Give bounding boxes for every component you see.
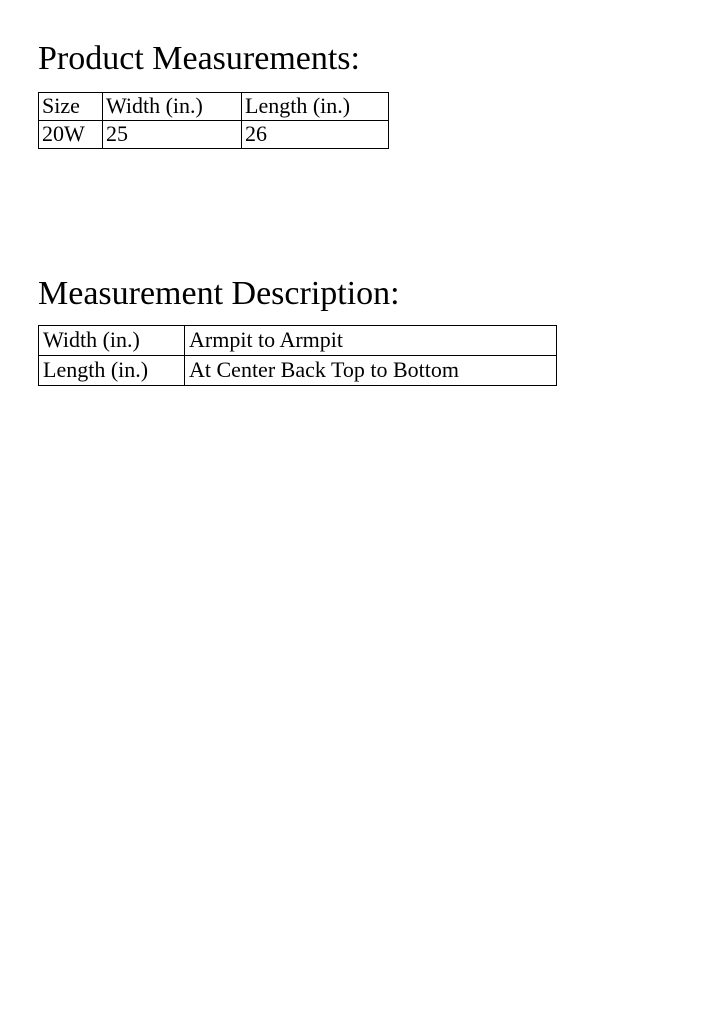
product-measurements-table (38, 92, 389, 149)
table-header-row (39, 93, 389, 121)
cell-width: 25 (103, 121, 242, 149)
table-row (39, 121, 389, 149)
product-measurements-title: Product Measurements: (38, 40, 360, 77)
cell-measurement-label: Width (in.) (39, 326, 185, 356)
table-row (39, 356, 557, 386)
header-cell-size: Size (39, 93, 103, 121)
cell-measurement-description: Armpit to Armpit (185, 326, 557, 356)
header-cell-length: Length (in.) (242, 93, 389, 121)
measurement-description-title: Measurement Description: (38, 275, 400, 312)
cell-length: 26 (242, 121, 389, 149)
measurement-description-table (38, 325, 557, 386)
table-row (39, 326, 557, 356)
cell-size: 20W (39, 121, 103, 149)
cell-measurement-label: Length (in.) (39, 356, 185, 386)
cell-measurement-description: At Center Back Top to Bottom (185, 356, 557, 386)
header-cell-width: Width (in.) (103, 93, 242, 121)
